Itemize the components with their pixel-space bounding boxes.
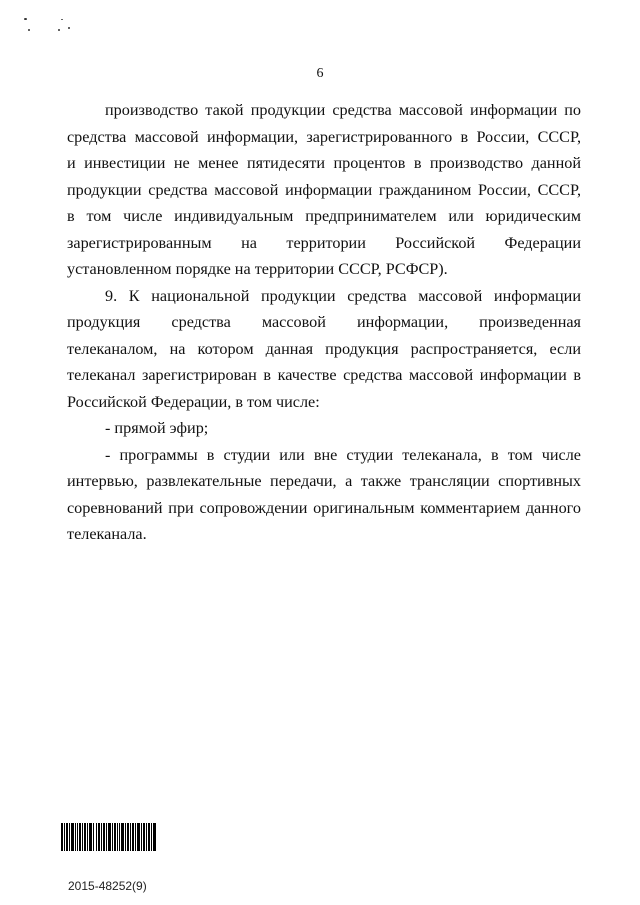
list-item-programs	[67, 442, 581, 548]
text-line: продукции средства массовой информации гражданином России, СССР,	[67, 180, 581, 199]
list-item-live	[67, 415, 581, 442]
text-line: телеканала.	[67, 525, 147, 543]
text-line: Российской Федерации, в том числе:	[67, 392, 320, 411]
text-line: установленном порядке на территории СССР, РСФСР).	[67, 260, 448, 278]
paragraph-1	[67, 97, 581, 283]
text-line: и инвестиции не менее пятидесяти процентов в производство данной	[67, 154, 581, 172]
text-line: средства массовой информации, зарегистрированного в России, СССР,	[67, 127, 581, 146]
text-line: 9. К национальной продукции средства массовой информации	[105, 286, 581, 305]
text-line: производство такой продукции средства массовой информации по	[105, 101, 581, 119]
text-line: телеканалом, на котором данная продукция распространяется, если	[67, 339, 581, 358]
text-line: продукция средства массовой информации, произведенная	[67, 313, 581, 331]
text-line: соревнований при сопровождении оригинальным комментарием данного	[67, 498, 581, 517]
text-line: интервью, развлекательные передачи, а также трансляции спортивных	[67, 472, 581, 490]
text-line: - прямой эфир;	[105, 419, 209, 437]
text-line: телеканал зарегистрирован в качестве средства массовой информации в	[67, 366, 581, 384]
document-code: 2015-48252(9)	[68, 879, 147, 893]
text-line: зарегистрированным на территории Российской Федерации	[67, 233, 581, 252]
paragraph-9	[67, 283, 581, 416]
text-line: - программы в студии или вне студии телеканала, в том числе	[105, 445, 581, 464]
scan-marks	[22, 14, 82, 40]
barcode	[61, 823, 157, 851]
page-number: 6	[316, 66, 324, 81]
document-body	[67, 97, 581, 548]
text-line: в том числе индивидуальным предпринимателем или юридическим	[67, 207, 581, 225]
